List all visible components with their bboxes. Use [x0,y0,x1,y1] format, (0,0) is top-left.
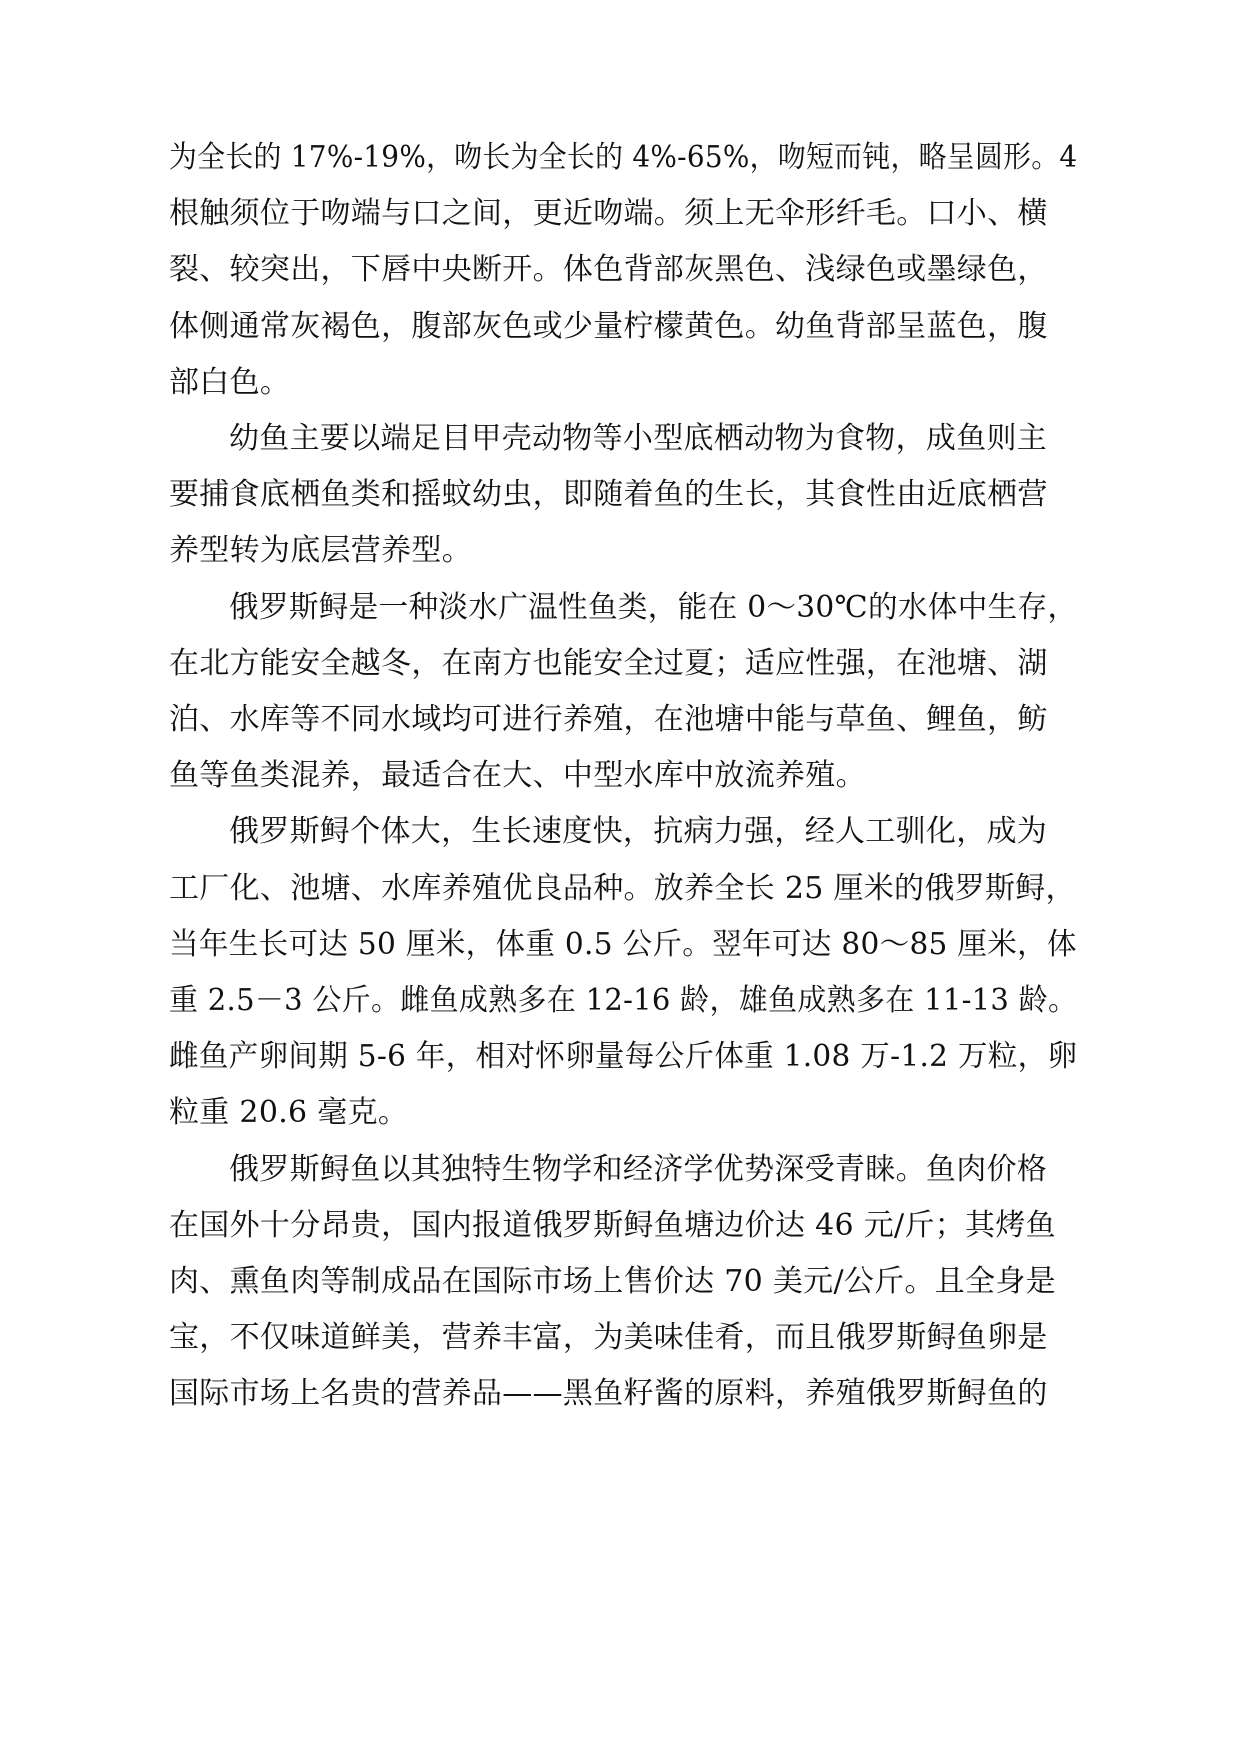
text-line: 在国外十分昂贵，国内报道俄罗斯鲟鱼塘边价达 46 元/斤；其烤鱼 [169,1207,1056,1243]
text-line: 国际市场上名贵的营养品——黑鱼籽酱的原料，养殖俄罗斯鲟鱼的 [169,1376,1048,1412]
text-line: 裂、较突出，下唇中央断开。体色背部灰黑色、浅绿色或墨绿色， [169,252,1048,288]
text-line: 为全长的 17%-19%，吻长为全长的 4%-65%，吻短而钝，略呈圆形。4 [169,140,1078,175]
text-line: 当年生长可达 50 厘米，体重 0.5 公斤。翌年可达 80～85 厘米，体 [169,926,1077,962]
paragraph-first-line: 俄罗斯鲟个体大，生长速度快，抗病力强，经人工驯化，成为 [229,814,1048,850]
text-line: 部白色。 [169,364,291,400]
text-line: 根触须位于吻端与口之间，更近吻端。须上无伞形纤毛。口小、横 [169,196,1048,232]
text-line: 鱼等鱼类混养，最适合在大、中型水库中放流养殖。 [169,758,866,794]
text-line: 泊、水库等不同水域均可进行养殖，在池塘中能与草鱼、鲤鱼，鲂 [169,702,1048,737]
text-line: 要捕食底栖鱼类和摇蚊幼虫，即随着鱼的生长，其食性由近底栖营 [169,477,1048,513]
paragraph-first-line: 俄罗斯鲟鱼以其独特生物学和经济学优势深受青睐。鱼肉价格 [229,1151,1048,1187]
text-line: 体侧通常灰褐色，腹部灰色或少量柠檬黄色。幼鱼背部呈蓝色，腹 [169,308,1048,344]
text-line: 肉、熏鱼肉等制成品在国际市场上售价达 70 美元/公斤。且全身是 [169,1264,1056,1299]
text-line: 重 2.5－3 公斤。雌鱼成熟多在 12-16 龄，雄鱼成熟多在 11-13 龄。 [169,983,1078,1018]
paragraph-first-line: 俄罗斯鲟是一种淡水广温性鱼类，能在 0～30℃的水体中生存， [229,589,1078,625]
text-line: 粒重 20.6 毫克。 [169,1095,409,1131]
paragraph-first-line: 幼鱼主要以端足目甲壳动物等小型底栖动物为食物，成鱼则主 [229,421,1048,456]
text-line: 在北方能安全越冬，在南方也能安全过夏；适应性强，在池塘、湖 [169,645,1048,681]
text-line: 工厂化、池塘、水库养殖优良品种。放养全长 25 厘米的俄罗斯鲟， [169,870,1076,906]
text-line: 养型转为底层营养型。 [169,533,472,569]
text-line: 雌鱼产卵间期 5-6 年，相对怀卵量每公斤体重 1.08 万-1.2 万粒，卵 [169,1039,1078,1075]
text-line: 宝，不仅味道鲜美，营养丰富，为美味佳肴，而且俄罗斯鲟鱼卵是 [169,1320,1048,1356]
